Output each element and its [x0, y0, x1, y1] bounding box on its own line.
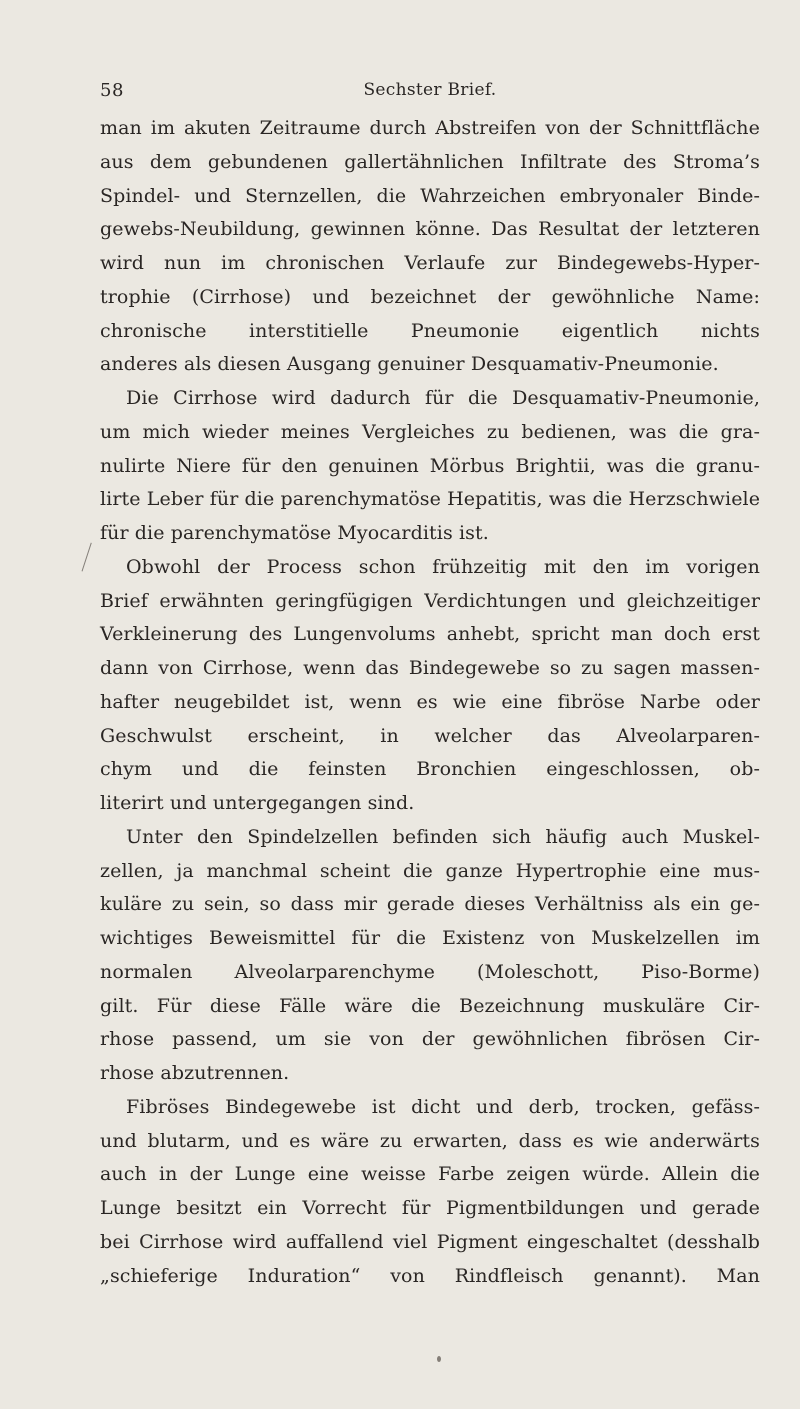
page-number: 58	[100, 80, 124, 101]
text-line: wichtiges Beweismittel für die Existenz von Muskelzellen im	[100, 927, 760, 949]
text-line: gewebs-Neubildung, gewinnen könne. Das Resultat der letzteren	[100, 218, 760, 241]
page-header	[100, 80, 760, 104]
text-line: für die parenchymatöse Myocarditis ist.	[100, 522, 489, 544]
text-line: und blutarm, und es wäre zu erwarten, dass es wie anderwärts	[100, 1129, 760, 1152]
text-line: wird nun im chronischen Verlaufe zur Bindegewebs-Hyper-	[100, 252, 760, 274]
text-line: dann von Cirrhose, wenn das Bindegewebe so zu sagen massen-	[100, 657, 760, 679]
text-line: chronische interstitielle Pneumonie eigentlich nichts	[100, 319, 760, 342]
text-line: auch in der Lunge eine weisse Farbe zeigen würde. Allein die	[100, 1163, 760, 1186]
text-line: Die Cirrhose wird dadurch für die Desquamativ-Pneumonie,	[126, 387, 760, 409]
text-line: „schieferige Induration“ von Rindfleisch genannt). Man	[100, 1264, 760, 1287]
text-line: Verkleinerung des Lungenvolums anhebt, spricht man doch erst	[100, 623, 760, 646]
running-head: Sechster Brief.	[363, 80, 497, 100]
text-line: bei Cirrhose wird auffallend viel Pigment eingeschaltet (desshalb	[100, 1230, 760, 1253]
text-line: Geschwulst erscheint, in welcher das Alveolarparen-	[100, 724, 760, 747]
text-line: chym und die feinsten Bronchien eingeschlossen, ob-	[100, 758, 760, 781]
text-line: Spindel- und Sternzellen, die Wahrzeichen embryonaler Binde-	[100, 184, 760, 207]
text-line: gilt. Für diese Fälle wäre die Bezeichnung muskuläre Cir-	[100, 994, 760, 1017]
text-line: hafter neugebildet ist, wenn es wie eine fibröse Narbe oder	[100, 690, 760, 713]
text-line: lirte Leber für die parenchymatöse Hepatitis, was die Herzschwiele	[100, 488, 761, 511]
text-line: zellen, ja manchmal scheint die ganze Hypertrophie eine mus-	[100, 859, 760, 882]
body-text	[100, 112, 760, 1293]
text-line: kuläre zu sein, so dass mir gerade dieses Verhältniss als ein ge-	[100, 893, 760, 916]
text-line: Unter den Spindelzellen befinden sich häufig auch Muskel-	[126, 825, 760, 848]
text-line: normalen Alveolarparenchyme (Moleschott, Piso-Borme)	[100, 960, 760, 983]
paper-speck	[437, 1356, 441, 1362]
text-line: Brief erwähnten geringfügigen Verdichtungen und gleichzeitiger	[100, 589, 760, 612]
text-line: trophie (Cirrhose) und bezeichnet der gewöhnliche Name:	[100, 285, 760, 308]
text-line: rhose passend, um sie von der gewöhnlichen fibrösen Cir-	[100, 1028, 760, 1051]
text-line: nulirte Niere für den genuinen Mörbus Brightii, was die granu-	[100, 454, 760, 477]
text-line: Fibröses Bindegewebe ist dicht und derb, trocken, gefäss-	[126, 1095, 760, 1118]
text-line: anderes als diesen Ausgang genuiner Desquamativ-Pneumonie.	[100, 353, 719, 376]
text-line: Lunge besitzt ein Vorrecht für Pigmentbildungen und gerade	[100, 1197, 760, 1219]
text-line: literirt und untergegangen sind.	[100, 792, 415, 814]
text-line: aus dem gebundenen gallertähnlichen Infiltrate des Stroma’s	[100, 150, 760, 173]
text-line: um mich wieder meines Vergleiches zu bedienen, was die gra-	[100, 420, 760, 443]
text-line: rhose abzutrennen.	[100, 1062, 290, 1084]
text-line: Obwohl der Process schon frühzeitig mit den im vorigen	[126, 555, 760, 578]
margin-pencil-mark	[82, 543, 98, 574]
text-line: man im akuten Zeitraume durch Abstreifen von der Schnittfläche	[100, 117, 760, 139]
